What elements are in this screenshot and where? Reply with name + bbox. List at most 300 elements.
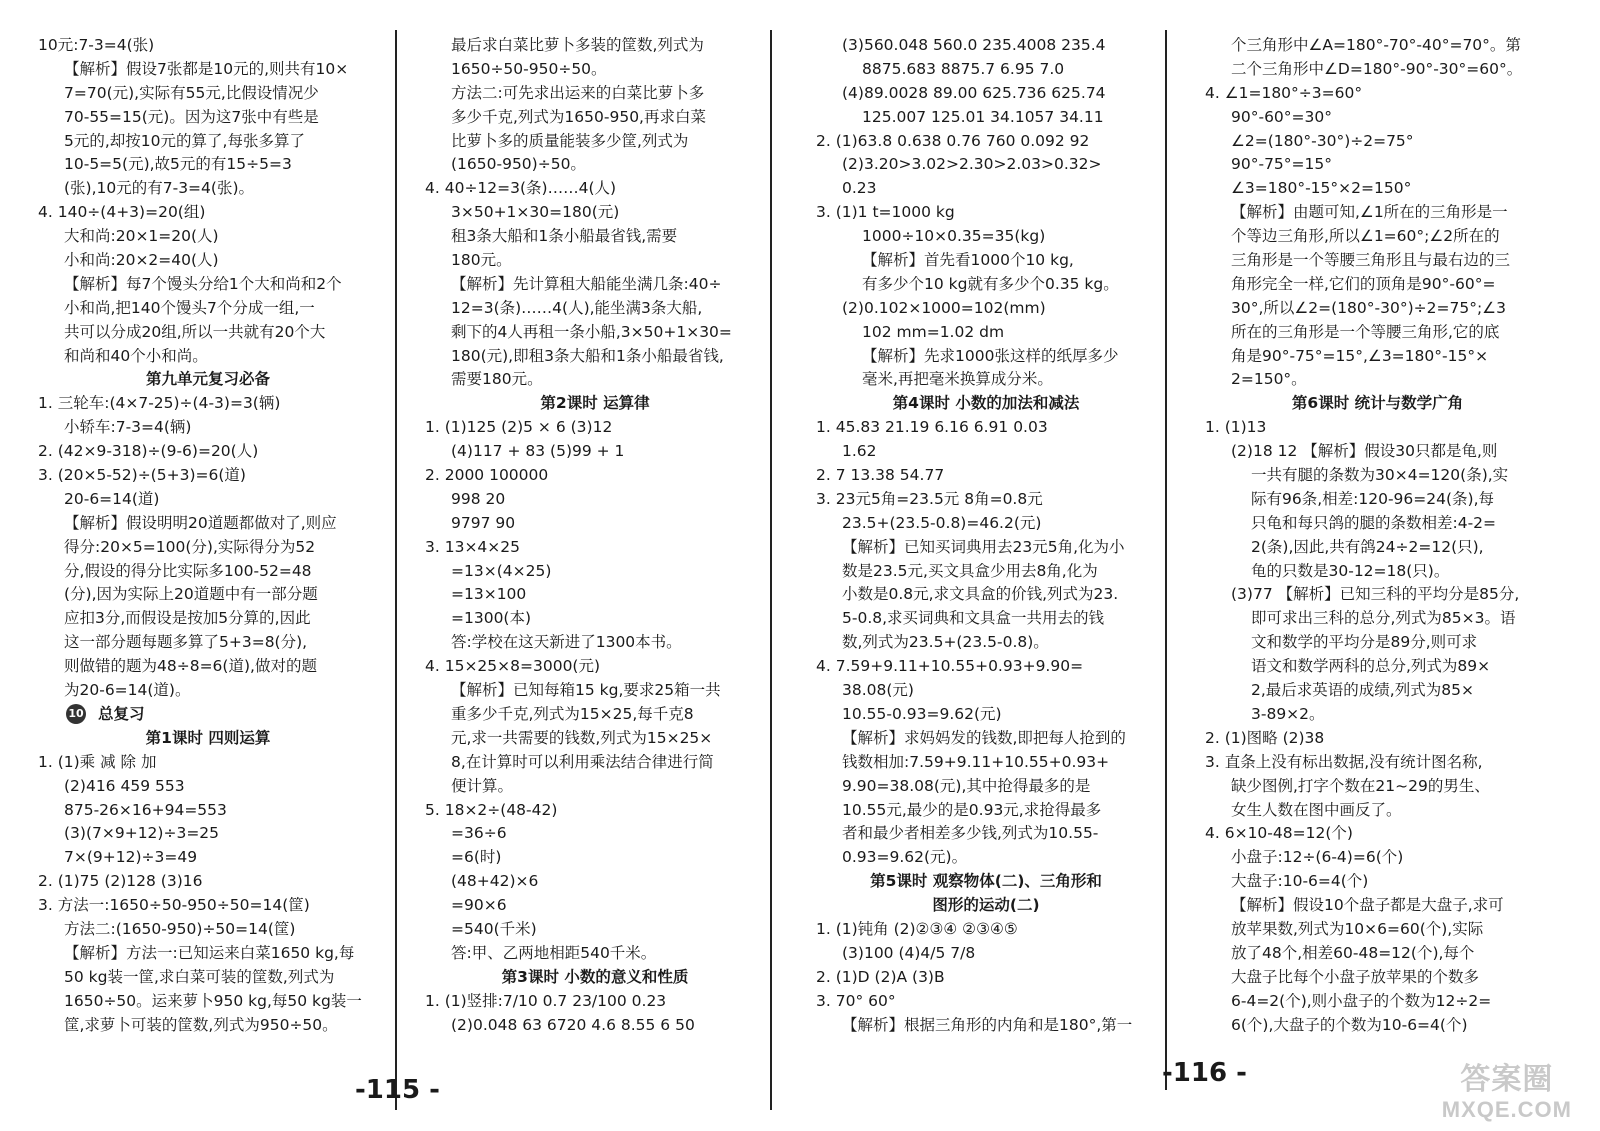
line-text: 钱数相加:7.59+9.11+10.55+0.93+ bbox=[842, 752, 1110, 771]
line-text: 1. 三轮车:(4×7-25)÷(4-3)=3(辆) bbox=[38, 394, 281, 413]
answer-line bbox=[1205, 727, 1550, 751]
line-text: 第2课时 运算律 bbox=[540, 394, 650, 413]
line-text: 图形的运动(二) bbox=[932, 896, 1040, 915]
line-text: 2. 7 13.38 54.77 bbox=[816, 466, 945, 485]
line-text: 小和尚,把140个馒头7个分成一组,一 bbox=[64, 298, 315, 317]
section-heading bbox=[1205, 392, 1550, 416]
line-text: 文和数学的平均分是89分,则可求 bbox=[1251, 633, 1478, 652]
answer-line bbox=[816, 512, 1156, 536]
line-text: 3-89×2。 bbox=[1251, 704, 1325, 723]
answer-line bbox=[816, 440, 1156, 464]
line-text: 只龟和每只鸽的腿的条数相差:4-2= bbox=[1251, 513, 1497, 532]
answer-line bbox=[1205, 583, 1550, 607]
answer-line bbox=[816, 297, 1156, 321]
line-text: 10元:7-3=4(张) bbox=[38, 36, 155, 54]
answer-line bbox=[425, 464, 765, 488]
answer-line bbox=[1205, 249, 1550, 273]
line-text: 4. 6×10-48=12(个) bbox=[1205, 824, 1353, 843]
section-heading bbox=[425, 966, 765, 990]
line-text: 【解析】根据三角形的内角和是180°,第一 bbox=[842, 1015, 1133, 1034]
answer-line bbox=[38, 536, 378, 560]
line-text: 70-55=15(元)。因为这7张中有些是 bbox=[64, 107, 319, 126]
line-text: 4. ∠1=180°÷3=60° bbox=[1205, 83, 1363, 102]
answer-line bbox=[1205, 201, 1550, 225]
line-text: (4)117 + 83 (5)99 + 1 bbox=[451, 442, 625, 461]
answer-line bbox=[425, 440, 765, 464]
line-text: ∠2=(180°-30°)÷2=75° bbox=[1231, 131, 1414, 150]
line-text: 1. (1)乘 减 除 加 bbox=[38, 752, 157, 771]
line-text: 个三角形中∠A=180°-70°-40°=70°。第 bbox=[1231, 36, 1521, 54]
line-text: 第1课时 四则运算 bbox=[145, 728, 271, 747]
line-text: 10.55-0.93=9.62(元) bbox=[842, 704, 1002, 723]
line-text: 女生人数在图中画反了。 bbox=[1231, 800, 1402, 819]
answer-line bbox=[1205, 631, 1550, 655]
line-text: 1. (1)竖排:7/10 0.7 23/100 0.23 bbox=[425, 991, 667, 1010]
answer-line bbox=[1205, 966, 1550, 990]
line-text: 2. (1)75 (2)128 (3)16 bbox=[38, 872, 203, 891]
line-text: 5. 18×2÷(48-42) bbox=[425, 800, 558, 819]
line-text: 得分:20×5=100(分),实际得分为52 bbox=[64, 537, 316, 556]
line-text: 第6课时 统计与数学广角 bbox=[1291, 394, 1464, 413]
line-text: 小盘子:12÷(6-4)=6(个) bbox=[1231, 848, 1404, 867]
answer-line bbox=[425, 583, 765, 607]
answer-line bbox=[38, 679, 378, 703]
answer-line bbox=[38, 751, 378, 775]
answer-line bbox=[38, 631, 378, 655]
line-text: 2. (1)63.8 0.638 0.76 760 0.092 92 bbox=[816, 131, 1090, 150]
answer-line bbox=[425, 34, 765, 58]
answer-line bbox=[38, 273, 378, 297]
answer-line bbox=[425, 273, 765, 297]
answer-line bbox=[38, 106, 378, 130]
line-text: 38.08(元) bbox=[842, 681, 914, 700]
line-text: 【解析】已知买词典用去23元5角,化为小 bbox=[842, 537, 1125, 556]
answer-line bbox=[38, 321, 378, 345]
answer-line bbox=[425, 297, 765, 321]
line-text: 第4课时 小数的加法和减法 bbox=[892, 394, 1080, 413]
answer-line bbox=[1205, 799, 1550, 823]
answer-line bbox=[1205, 560, 1550, 584]
answer-line bbox=[38, 512, 378, 536]
answer-line bbox=[38, 345, 378, 369]
line-text: 二个三角形中∠D=180°-90°-30°=60°。 bbox=[1231, 59, 1523, 78]
line-text: 23.5+(23.5-0.8)=46.2(元) bbox=[842, 513, 1042, 532]
answer-line bbox=[816, 607, 1156, 631]
line-text: =6(时) bbox=[451, 848, 502, 867]
answer-line bbox=[1205, 894, 1550, 918]
answer-line bbox=[1205, 58, 1550, 82]
answer-line bbox=[1205, 297, 1550, 321]
line-text: 筐,求萝卜可装的筐数,列式为950÷50。 bbox=[64, 1015, 338, 1034]
answer-line bbox=[425, 679, 765, 703]
line-text: 3. (20×5-52)÷(5+3)=6(道) bbox=[38, 466, 246, 485]
answer-line bbox=[816, 464, 1156, 488]
answer-line bbox=[816, 560, 1156, 584]
line-text: (3)(7×9+12)÷3=25 bbox=[64, 824, 220, 843]
answer-line bbox=[425, 894, 765, 918]
answer-line bbox=[816, 775, 1156, 799]
answer-line bbox=[816, 990, 1156, 1014]
answer-line bbox=[425, 560, 765, 584]
answer-line bbox=[1205, 655, 1550, 679]
line-text: 【解析】假设明明20道题都做对了,则应 bbox=[64, 513, 337, 532]
answer-line bbox=[38, 966, 378, 990]
line-text: 【解析】先计算租大船能坐满几条:40÷ bbox=[451, 274, 722, 293]
answer-line bbox=[38, 560, 378, 584]
line-text: 答:甲、乙两地相距540千米。 bbox=[451, 943, 657, 962]
line-text: 元,求一共需要的钱数,列式为15×25× bbox=[451, 728, 713, 747]
line-text: 有多少个10 kg就有多少个0.35 kg。 bbox=[862, 274, 1119, 293]
answer-line bbox=[1205, 177, 1550, 201]
line-text: 比萝卜多的质量能装多少筐,列式为 bbox=[451, 131, 689, 150]
line-text: 7=70(元),实际有55元,比假设情况少 bbox=[64, 83, 319, 102]
line-text: 重多少千克,列式为15×25,每千克8 bbox=[451, 704, 694, 723]
section-heading bbox=[38, 703, 378, 727]
answer-line bbox=[1205, 416, 1550, 440]
line-text: 【解析】由题可知,∠1所在的三角形是一 bbox=[1231, 203, 1508, 222]
line-text: 1.62 bbox=[842, 442, 877, 461]
line-text: 毫米,再把毫米换算成分米。 bbox=[862, 370, 1053, 389]
line-text: 9.90=38.08(元),其中抢得最多的是 bbox=[842, 776, 1091, 795]
answer-column-4 bbox=[1205, 34, 1550, 1037]
answer-line bbox=[1205, 751, 1550, 775]
answer-line bbox=[425, 727, 765, 751]
answer-line bbox=[38, 177, 378, 201]
column-divider bbox=[395, 30, 397, 1110]
answer-line bbox=[1205, 607, 1550, 631]
line-text: 总复习 bbox=[98, 704, 145, 723]
answer-line bbox=[1205, 273, 1550, 297]
answer-line bbox=[38, 655, 378, 679]
line-text: (2)0.102×1000=102(mm) bbox=[842, 298, 1046, 317]
line-text: 这一部分题每题多算了5+3=8(分), bbox=[64, 633, 308, 652]
line-text: 875-26×16+94=553 bbox=[64, 800, 227, 819]
answer-line bbox=[1205, 440, 1550, 464]
line-text: (3)77 【解析】已知三科的平均分是85分, bbox=[1231, 585, 1520, 604]
answer-line bbox=[816, 536, 1156, 560]
page-116 bbox=[800, 0, 1600, 1131]
line-text: 缺少图例,打字个数在21~29的男生、 bbox=[1231, 776, 1490, 795]
line-text: 第3课时 小数的意义和性质 bbox=[501, 967, 689, 986]
line-text: 为20-6=14(道)。 bbox=[64, 681, 191, 700]
answer-column-2 bbox=[425, 34, 765, 1037]
line-text: 需要180元。 bbox=[451, 370, 543, 389]
line-text: 4. 40÷12=3(条)……4(人) bbox=[425, 179, 617, 198]
line-text: 2. (1)图略 (2)38 bbox=[1205, 728, 1325, 747]
answer-line bbox=[1205, 106, 1550, 130]
line-text: (1650-950)÷50。 bbox=[451, 155, 586, 174]
line-text: 1. (1)125 (2)5 × 6 (3)12 bbox=[425, 418, 613, 437]
section-heading bbox=[38, 727, 378, 751]
line-text: (分),因为实际上20道题中有一部分题 bbox=[64, 585, 318, 604]
line-text: 个等边三角形,所以∠1=60°;∠2所在的 bbox=[1231, 227, 1500, 246]
answer-line bbox=[425, 488, 765, 512]
line-text: 4. 140÷(4+3)=20(组) bbox=[38, 203, 206, 222]
line-text: (4)89.0028 89.00 625.736 625.74 bbox=[842, 83, 1106, 102]
answer-line bbox=[38, 990, 378, 1014]
answer-line bbox=[425, 536, 765, 560]
answer-line bbox=[816, 153, 1156, 177]
answer-line bbox=[816, 106, 1156, 130]
answer-line bbox=[38, 894, 378, 918]
line-text: 【解析】首先看1000个10 kg, bbox=[862, 251, 1074, 270]
answer-line bbox=[38, 607, 378, 631]
answer-line bbox=[425, 58, 765, 82]
line-text: 125.007 125.01 34.1057 34.11 bbox=[862, 107, 1104, 126]
line-text: 【解析】求妈妈发的钱数,即把每人抢到的 bbox=[842, 728, 1126, 747]
answer-line bbox=[816, 58, 1156, 82]
line-text: 1. 45.83 21.19 6.16 6.91 0.03 bbox=[816, 418, 1048, 437]
answer-line bbox=[816, 918, 1156, 942]
answer-line bbox=[816, 225, 1156, 249]
line-text: 4. 7.59+9.11+10.55+0.93+9.90= bbox=[816, 657, 1084, 676]
answer-line bbox=[816, 34, 1156, 58]
answer-line bbox=[816, 130, 1156, 154]
line-text: =540(千米) bbox=[451, 919, 537, 938]
line-text: 则做错的题为48÷8=6(道),做对的题 bbox=[64, 657, 317, 676]
section-heading bbox=[816, 894, 1156, 918]
line-text: 数,列式为23.5+(23.5-0.8)。 bbox=[842, 633, 1049, 652]
line-text: (3)100 (4)4/5 7/8 bbox=[842, 943, 976, 962]
line-text: 3. 方法一:1650÷50-950÷50=14(筐) bbox=[38, 896, 310, 915]
line-text: 三角形是一个等腰三角形且与最右边的三 bbox=[1231, 251, 1511, 270]
line-text: 3×50+1×30=180(元) bbox=[451, 203, 620, 222]
line-text: 20-6=14(道) bbox=[64, 489, 160, 508]
line-text: 998 20 bbox=[451, 489, 506, 508]
line-text: ∠3=180°-15°×2=150° bbox=[1231, 179, 1412, 198]
answer-line bbox=[1205, 321, 1550, 345]
answer-column-3 bbox=[816, 34, 1156, 1037]
section-heading bbox=[816, 392, 1156, 416]
answer-line bbox=[38, 440, 378, 464]
line-text: 12=3(条)……4(人),能坐满3条大船, bbox=[451, 298, 703, 317]
line-text: (2)416 459 553 bbox=[64, 776, 185, 795]
answer-line bbox=[38, 1014, 378, 1038]
answer-column-1 bbox=[38, 34, 378, 1037]
answer-line bbox=[816, 822, 1156, 846]
line-text: =1300(本) bbox=[451, 609, 532, 628]
line-text: 际有96条,相差:120-96=24(条),每 bbox=[1251, 489, 1495, 508]
line-text: 应扣3分,而假设是按加5分算的,因此 bbox=[64, 609, 311, 628]
line-text: 【解析】先求1000张这样的纸厚多少 bbox=[862, 346, 1119, 365]
answer-line bbox=[38, 775, 378, 799]
answer-line bbox=[38, 918, 378, 942]
line-text: 2. (1)D (2)A (3)B bbox=[816, 967, 945, 986]
answer-line bbox=[38, 392, 378, 416]
line-text: 0.23 bbox=[842, 179, 877, 198]
answer-line bbox=[38, 464, 378, 488]
answer-line bbox=[38, 201, 378, 225]
line-text: (2)3.20>3.02>2.30>2.03>0.32> bbox=[842, 155, 1102, 174]
line-text: 放了48个,相差60-48=12(个),每个 bbox=[1231, 943, 1475, 962]
answer-line bbox=[38, 416, 378, 440]
line-text: 2. (42×9-318)÷(9-6)=20(人) bbox=[38, 442, 259, 461]
answer-line bbox=[816, 273, 1156, 297]
line-text: 6(个),大盘子的个数为10-6=4(个) bbox=[1231, 1015, 1468, 1034]
answer-line bbox=[38, 130, 378, 154]
answer-line bbox=[38, 153, 378, 177]
answer-line bbox=[425, 321, 765, 345]
answer-line bbox=[425, 106, 765, 130]
line-text: 角形完全一样,它们的顶角是90°-60°= bbox=[1231, 274, 1496, 293]
watermark-logo: 答案圈 MXQE.COM bbox=[1441, 1063, 1572, 1122]
answer-line bbox=[1205, 1014, 1550, 1038]
line-text: 10.55元,最少的是0.93元,求抢得最多 bbox=[842, 800, 1102, 819]
answer-line bbox=[816, 631, 1156, 655]
line-text: 2(条),因此,共有鸽24÷2=12(只), bbox=[1251, 537, 1484, 556]
answer-line bbox=[38, 82, 378, 106]
page-number: -116 - bbox=[1162, 1058, 1247, 1088]
answer-line bbox=[816, 345, 1156, 369]
line-text: 语文和数学两科的总分,列式为89× bbox=[1251, 657, 1491, 676]
line-text: 90°-60°=30° bbox=[1231, 107, 1332, 126]
answer-line bbox=[1205, 990, 1550, 1014]
page-number: -115 - bbox=[355, 1075, 440, 1105]
answer-line bbox=[425, 703, 765, 727]
line-text: 1. (1)13 bbox=[1205, 418, 1267, 437]
line-text: 第5课时 观察物体(二)、三角形和 bbox=[870, 872, 1102, 891]
line-text: =13×(4×25) bbox=[451, 561, 552, 580]
answer-line bbox=[38, 488, 378, 512]
line-text: 5元的,却按10元的算了,每张多算了 bbox=[64, 131, 305, 150]
line-text: 第九单元复习必备 bbox=[145, 370, 270, 389]
line-text: 者和最少者相差多少钱,列式为10.55- bbox=[842, 824, 1099, 843]
line-text: 30°,所以∠2=(180°-30°)÷2=75°;∠3 bbox=[1231, 298, 1506, 317]
answer-line bbox=[816, 416, 1156, 440]
answer-line bbox=[425, 512, 765, 536]
answer-line bbox=[816, 583, 1156, 607]
line-text: 共可以分成20组,所以一共就有20个大 bbox=[64, 322, 326, 341]
answer-line bbox=[425, 345, 765, 369]
line-text: 4. 15×25×8=3000(元) bbox=[425, 657, 601, 676]
line-text: 3. 70° 60° bbox=[816, 991, 896, 1010]
answer-line bbox=[425, 153, 765, 177]
line-text: (2)18 12 【解析】假设30只都是龟,则 bbox=[1231, 442, 1498, 461]
answer-line bbox=[425, 918, 765, 942]
line-text: 多少千克,列式为1650-950,再求白菜 bbox=[451, 107, 706, 126]
answer-line bbox=[425, 631, 765, 655]
answer-line bbox=[38, 249, 378, 273]
line-text: 和尚和40个小和尚。 bbox=[64, 346, 208, 365]
answer-line bbox=[425, 751, 765, 775]
line-text: 小数是0.8元,求文具盒的价钱,列式为23. bbox=[842, 585, 1119, 604]
line-text: 所在的三角形是一个等腰三角形,它的底 bbox=[1231, 322, 1500, 341]
answer-line bbox=[38, 225, 378, 249]
answer-line bbox=[816, 1014, 1156, 1038]
answer-line bbox=[1205, 703, 1550, 727]
answer-line bbox=[816, 177, 1156, 201]
answer-line bbox=[1205, 822, 1550, 846]
answer-line bbox=[425, 82, 765, 106]
answer-line bbox=[425, 775, 765, 799]
line-text: 【解析】每7个馒头分给1个大和尚和2个 bbox=[64, 274, 342, 293]
answer-line bbox=[1205, 82, 1550, 106]
line-text: 一共有腿的条数为30×4=120(条),实 bbox=[1251, 466, 1509, 485]
answer-line bbox=[816, 82, 1156, 106]
line-text: 答:学校在这天新进了1300本书。 bbox=[451, 633, 682, 652]
line-text: 龟的只数是30-12=18(只)。 bbox=[1251, 561, 1450, 580]
line-text: 放苹果数,列式为10×6=60(个),实际 bbox=[1231, 919, 1484, 938]
answer-line bbox=[816, 679, 1156, 703]
answer-line bbox=[425, 416, 765, 440]
answer-line bbox=[816, 799, 1156, 823]
section-heading bbox=[816, 870, 1156, 894]
line-text: 102 mm=1.02 dm bbox=[862, 322, 1005, 341]
line-text: 2. 2000 100000 bbox=[425, 466, 549, 485]
line-text: 180元。 bbox=[451, 251, 512, 270]
answer-line bbox=[425, 368, 765, 392]
answer-line bbox=[1205, 368, 1550, 392]
line-text: 8,在计算时可以利用乘法结合律进行简 bbox=[451, 752, 714, 771]
answer-line bbox=[1205, 846, 1550, 870]
answer-line bbox=[425, 249, 765, 273]
answer-line bbox=[816, 751, 1156, 775]
answer-line bbox=[425, 799, 765, 823]
line-text: 小和尚:20×2=40(人) bbox=[64, 251, 219, 270]
line-text: 3. 23元5角=23.5元 8角=0.8元 bbox=[816, 489, 1043, 508]
answer-line bbox=[425, 655, 765, 679]
line-text: (48+42)×6 bbox=[451, 872, 539, 891]
answer-line bbox=[816, 727, 1156, 751]
answer-line bbox=[1205, 488, 1550, 512]
line-text: 50 kg装一筐,求白菜可装的筐数,列式为 bbox=[64, 967, 335, 986]
answer-line bbox=[38, 942, 378, 966]
line-text: 角是90°-75°=15°,∠3=180°-15°× bbox=[1231, 346, 1489, 365]
answer-line bbox=[38, 822, 378, 846]
line-text: 【解析】假设10个盘子都是大盘子,求可 bbox=[1231, 896, 1504, 915]
answer-line bbox=[1205, 870, 1550, 894]
answer-line bbox=[38, 799, 378, 823]
answer-line bbox=[1205, 679, 1550, 703]
line-text: 6-4=2(个),则小盘子的个数为12÷2= bbox=[1231, 991, 1492, 1010]
answer-line bbox=[425, 201, 765, 225]
line-text: =90×6 bbox=[451, 896, 507, 915]
answer-line bbox=[425, 846, 765, 870]
line-text: 【解析】方法一:已知运来白菜1650 kg,每 bbox=[64, 943, 355, 962]
answer-line bbox=[816, 321, 1156, 345]
line-text: 最后求白菜比萝卜多装的筐数,列式为 bbox=[451, 36, 704, 54]
line-text: 10-5=5(元),故5元的有15÷5=3 bbox=[64, 155, 292, 174]
column-divider bbox=[1165, 30, 1167, 1090]
line-text: 数是23.5元,买文具盒少用去8角,化为 bbox=[842, 561, 1098, 580]
answer-line bbox=[816, 966, 1156, 990]
section-heading bbox=[425, 392, 765, 416]
line-text: 3. (1)1 t=1000 kg bbox=[816, 203, 955, 222]
answer-line bbox=[38, 34, 378, 58]
answer-line bbox=[816, 655, 1156, 679]
line-text: 剩下的4人再租一条小船,3×50+1×30= bbox=[451, 322, 732, 341]
answer-line bbox=[38, 583, 378, 607]
line-text: 3. 直条上没有标出数据,没有统计图名称, bbox=[1205, 752, 1483, 771]
spine-divider bbox=[770, 30, 772, 1110]
line-text: 2,最后求英语的成绩,列式为85× bbox=[1251, 681, 1474, 700]
line-text: 2=150°。 bbox=[1231, 370, 1307, 389]
answer-line bbox=[816, 942, 1156, 966]
section-heading bbox=[38, 368, 378, 392]
line-text: 90°-75°=15° bbox=[1231, 155, 1332, 174]
answer-line bbox=[1205, 34, 1550, 58]
answer-line bbox=[1205, 345, 1550, 369]
line-text: 1. (1)钝角 (2)②③④ ②③④⑤ bbox=[816, 919, 1018, 938]
answer-line bbox=[1205, 942, 1550, 966]
answer-line bbox=[38, 58, 378, 82]
line-text: 1650÷50-950÷50。 bbox=[451, 59, 607, 78]
line-text: 方法二:可先求出运来的白菜比萝卜多 bbox=[451, 83, 705, 102]
answer-line bbox=[425, 1014, 765, 1038]
answer-line bbox=[816, 201, 1156, 225]
answer-line bbox=[425, 130, 765, 154]
line-text: (2)0.048 63 6720 4.6 8.55 6 50 bbox=[451, 1015, 695, 1034]
